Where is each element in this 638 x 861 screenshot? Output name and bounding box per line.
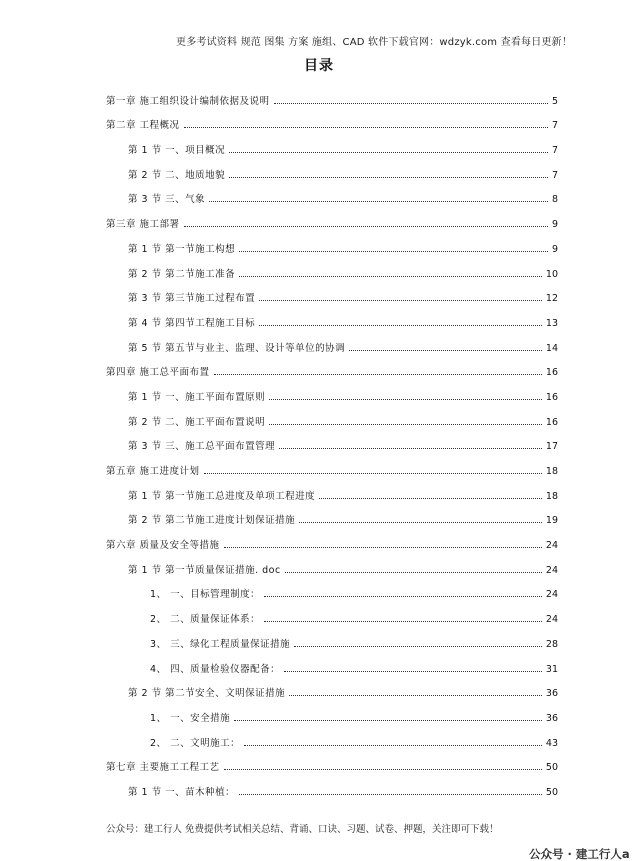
toc-entry[interactable] [106,183,558,208]
toc-entry-label: 2、 二、文明施工： [150,737,241,749]
toc-entry-label: 1、 一、目标管理制度： [150,589,261,601]
toc-entry[interactable] [106,578,558,603]
toc-entry-label: 4、 四、质量检验仪器配备： [150,663,281,675]
toc-entry-label: 3、 三、绿化工程质量保证措施 [150,638,291,650]
toc-entry-label: 第 1 节 第一节施工总进度及单项工程进度 [128,490,316,502]
toc-dot-leader [229,177,548,178]
toc-entry[interactable] [106,504,558,529]
toc-dot-leader [264,621,542,622]
toc-entry[interactable] [106,232,558,257]
toc-entry[interactable] [106,726,558,751]
toc-entry[interactable] [106,356,558,381]
toc-entry[interactable] [106,701,558,726]
toc-dot-leader [259,325,542,326]
toc-entry[interactable] [106,430,558,455]
watermark: 公众号 · 建工行人a [529,847,630,861]
toc-entry-label: 1、 一、安全措施 [150,712,231,724]
toc-dot-leader [349,350,542,351]
toc-dot-leader [184,226,548,227]
toc-entry[interactable] [106,158,558,183]
toc-dot-leader [234,720,542,721]
toc-dot-leader [244,745,542,746]
toc-dot-leader [209,201,548,202]
toc-entry[interactable] [106,454,558,479]
toc-dot-leader [269,399,542,400]
toc-dot-leader [299,522,542,523]
toc-entry-label: 第 3 节 三、施工总平面布置管理 [128,441,276,453]
header-note: 更多考试资料 规范 图集 方案 施组、CAD 软件下载官网：wdzyk.com 查看每日更新！ [176,37,573,48]
toc-entry-label: 2、 二、质量保证体系： [150,614,261,626]
toc-entry-page: 18 [545,466,558,477]
toc-entry-label: 第 3 节 三、气象 [128,194,206,206]
toc-entry[interactable] [106,109,558,134]
toc-dot-leader [239,251,548,252]
toc-entry-label: 第 2 节 第二节安全、文明保证措施 [128,688,286,700]
toc-dot-leader [279,448,542,449]
toc-entry[interactable] [106,282,558,307]
toc-entry-label: 第 1 节 第一节质量保证措施. doc [128,564,281,576]
toc-entry-label: 第 5 节 第五节与业主、监理、设计等单位的协调 [128,342,346,354]
toc-entry-label: 第七章 主要施工工程工艺 [106,762,220,774]
toc-entry-page: 14 [545,342,558,354]
toc-entry-label: 第二章 工程概况 [106,120,180,132]
toc-entry-page: 28 [545,638,558,650]
toc-entry-page: 5 [551,95,558,107]
toc-dot-leader [224,769,542,770]
toc-entry-page: 12 [545,293,558,305]
toc-entry-label: 第 4 节 第四节工程施工目标 [128,317,256,329]
toc-entry-page: 9 [551,243,558,255]
toc-dot-leader [274,103,548,104]
toc-entry[interactable] [106,553,558,578]
toc-entry-page: 36 [545,688,558,700]
toc-dot-leader [224,547,542,548]
toc-entry-page: 43 [545,737,558,749]
toc-entry[interactable] [106,207,558,232]
toc-dot-leader [229,152,548,153]
toc-entry-page: 31 [545,663,558,675]
toc-entry-label: 第 1 节 一、施工平面布置原则 [128,391,266,403]
toc-entry[interactable] [106,133,558,158]
table-of-contents [106,84,558,800]
toc-entry[interactable] [106,528,558,553]
toc-entry-page: 24 [545,564,558,576]
toc-dot-leader [269,424,542,425]
toc-dot-leader [319,498,542,499]
toc-entry-page: 17 [545,441,558,453]
footer-note: 公众号：建工行人 免费提供考试相关总结、背诵、口诀、习题、试卷、押题，关注即可下载！ [106,824,499,835]
toc-entry-page: 24 [545,614,558,626]
toc-entry-label: 第 1 节 一、苗木种植： [128,786,236,798]
toc-entry-label: 第 2 节 第二节施工准备 [128,268,236,280]
toc-entry-page: 13 [545,317,558,329]
toc-entry[interactable] [106,405,558,430]
toc-entry[interactable] [106,677,558,702]
toc-entry-page: 7 [551,169,558,181]
toc-entry-page: 36 [545,712,558,724]
toc-entry-label: 第 2 节 二、施工平面布置说明 [128,416,266,428]
toc-entry[interactable] [106,602,558,627]
toc-entry-label: 第六章 质量及安全等措施 [106,540,220,552]
toc-entry-label: 第五章 施工进度计划 [106,466,200,477]
toc-entry[interactable] [106,775,558,800]
toc-entry[interactable] [106,306,558,331]
page-title: 目录 [304,58,334,74]
toc-entry-label: 第 1 节 第一节施工构想 [128,243,236,255]
toc-entry-page: 16 [545,391,558,403]
toc-dot-leader [239,794,542,795]
toc-entry[interactable] [106,380,558,405]
toc-dot-leader [284,671,542,672]
toc-dot-leader [184,127,548,128]
toc-entry-label: 第一章 施工组织设计编制依据及说明 [106,95,270,107]
toc-entry-page: 7 [551,120,558,132]
toc-entry-label: 第 1 节 一、项目概况 [128,145,226,157]
toc-entry-page: 19 [545,515,558,527]
toc-entry[interactable] [106,257,558,282]
toc-entry-label: 第三章 施工部署 [106,219,180,231]
toc-entry[interactable] [106,652,558,677]
toc-entry[interactable] [106,627,558,652]
toc-entry-page: 24 [545,589,558,601]
toc-dot-leader [289,695,542,696]
toc-entry-page: 16 [545,416,558,428]
toc-entry-page: 50 [545,786,558,798]
toc-entry[interactable] [106,479,558,504]
toc-dot-leader [294,646,542,647]
toc-dot-leader [239,276,542,277]
toc-entry[interactable] [106,751,558,776]
toc-entry-label: 第 2 节 二、地质地貌 [128,169,226,181]
toc-entry-label: 第 2 节 第二节施工进度计划保证措施 [128,515,296,527]
toc-entry-label: 第 3 节 第三节施工过程布置 [128,293,256,305]
toc-dot-leader [204,473,542,474]
toc-entry-page: 7 [551,145,558,157]
toc-entry-label: 第四章 施工总平面布置 [106,367,210,379]
toc-entry-page: 50 [545,762,558,774]
toc-dot-leader [259,300,542,301]
toc-entry-page: 24 [545,540,558,552]
toc-dot-leader [214,374,542,375]
toc-dot-leader [264,596,542,597]
toc-entry-page: 8 [551,194,558,206]
toc-entry[interactable] [106,84,558,109]
toc-entry[interactable] [106,331,558,356]
toc-dot-leader [285,572,542,573]
toc-entry-page: 18 [545,490,558,502]
toc-entry-page: 16 [545,367,558,379]
toc-entry-page: 10 [545,268,558,280]
toc-entry-page: 9 [551,219,558,231]
